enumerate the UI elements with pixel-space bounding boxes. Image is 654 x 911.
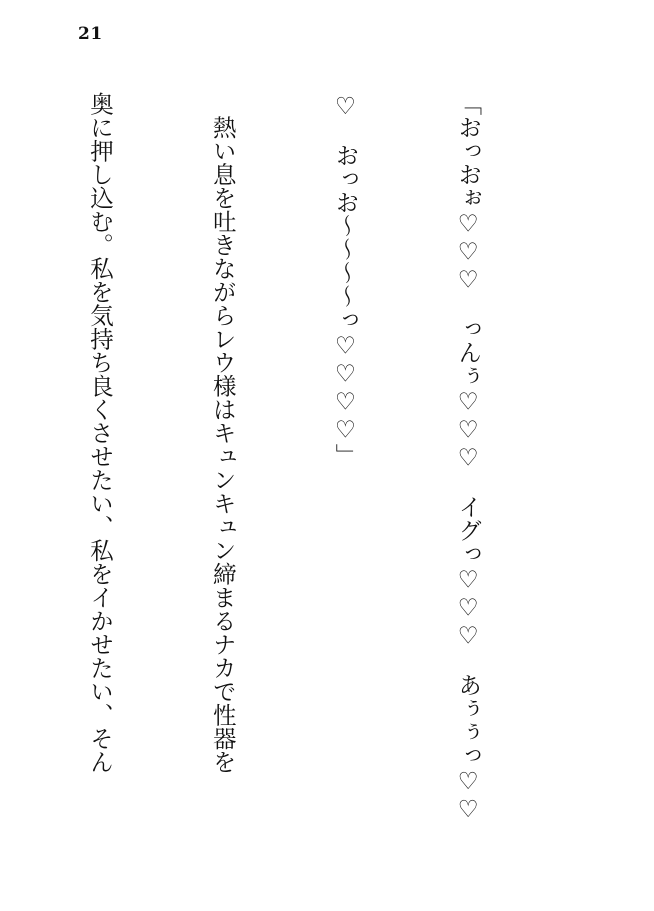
page-number: 21 [78, 24, 103, 44]
vertical-text-body [0, 92, 570, 882]
text-line: 熱い息を吐きながらレウ様はキュンキュン締まるナカで性器を [208, 92, 237, 774]
text-line: 「おっおぉ♡♡♡ っんぅ♡♡♡ イグっ♡♡♡ あぅぅっ♡♡ [454, 92, 483, 823]
text-line: 奥に押し込む。私を気持ち良くさせたい、私をイかせたい、そん [86, 92, 115, 774]
text-line: ♡ おっお～～～～っ♡♡♡♡」 [331, 92, 360, 467]
